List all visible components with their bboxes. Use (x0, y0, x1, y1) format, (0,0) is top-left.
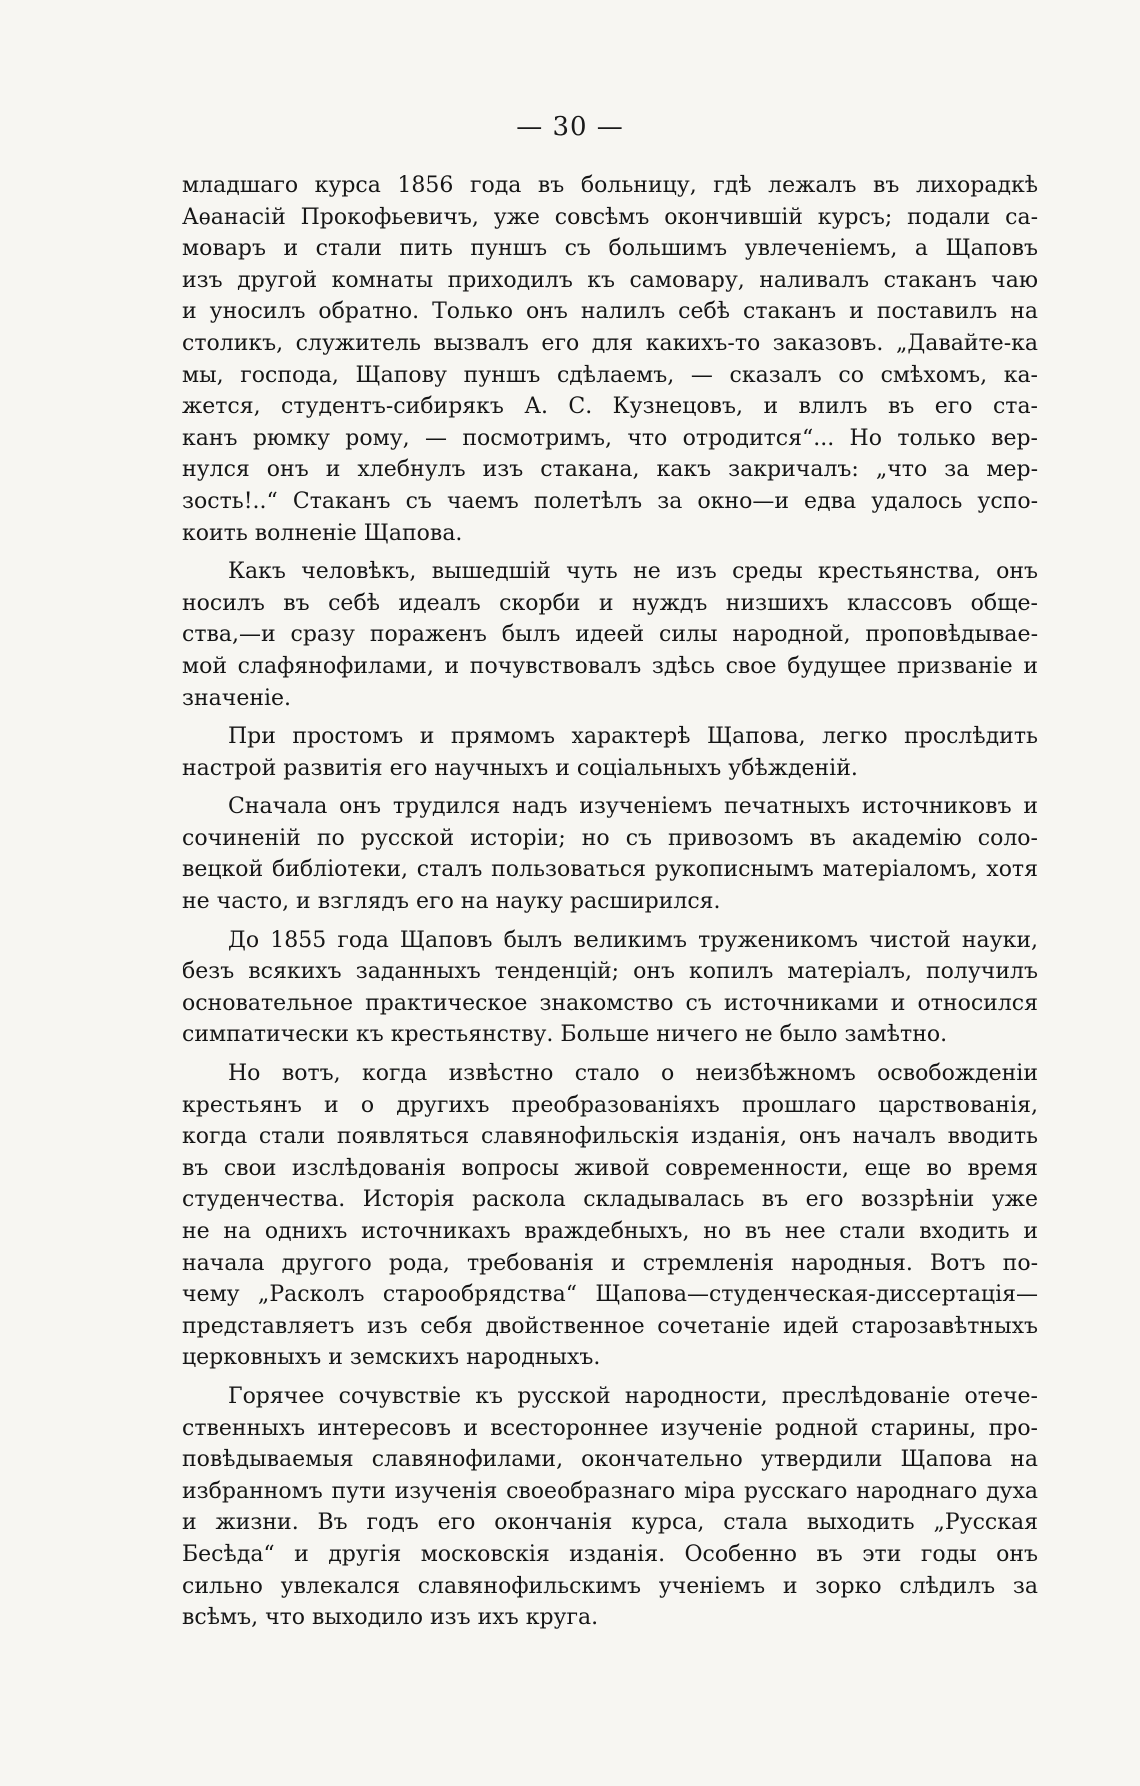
text-line: основательное практическое знакомство съ источниками и относился (182, 990, 1038, 1016)
text-line: когда стали появляться славянофильскія изданія, онъ началъ вводить (182, 1124, 1038, 1150)
text-line: крестьянъ и о другихъ преобразованіяхъ прошлаго царствованія, (182, 1092, 1038, 1118)
page-number: — 30 — (516, 112, 624, 142)
text-line: нулся онъ и хлебнулъ изъ стакана, какъ закричалъ: „что за мер- (182, 457, 1038, 483)
text-line: Бесѣда“ и другія московскія изданія. Особенно въ эти годы онъ (182, 1541, 1038, 1567)
text-line: Аѳанасій Прокофьевичъ, уже совсѣмъ окончившій курсъ; подали са- (182, 204, 1038, 230)
text-line: чему „Расколъ старообрядства“ Щапова—студенческая-диссертація— (182, 1282, 1038, 1308)
text-line: столикъ, служитель вызвалъ его для какихъ-то заказовъ. „Давайте-ка (182, 330, 1038, 356)
paragraph (182, 1381, 1038, 1634)
paragraph (182, 791, 1038, 917)
text-line: носилъ въ себѣ идеалъ скорби и нуждъ низшихъ классовъ обще- (182, 590, 1038, 616)
text-line: ства,—и сразу пораженъ былъ идеей силы народной, проповѣдывае- (182, 622, 1038, 648)
paragraph (182, 556, 1038, 714)
text-line: моваръ и стали пить пуншъ съ большимъ увлеченіемъ, а Щаповъ (182, 236, 1038, 262)
paragraph (182, 721, 1038, 784)
text-line: мой слафянофилами, и почувствовалъ здѣсь свое будущее призваніе и (182, 653, 1038, 679)
text-line: симпатически къ крестьянству. Больше ничего не было замѣтно. (182, 1022, 948, 1048)
text-line: избранномъ пути изученія своеобразнаго міра русскаго народнаго духа (182, 1478, 1038, 1504)
text-line: значеніе. (182, 685, 292, 711)
text-line: не часто, и взглядъ его на науку расширился. (182, 889, 721, 915)
page-text (182, 170, 1038, 1641)
text-line: настрой развитія его научныхъ и соціальныхъ убѣжденій. (182, 755, 858, 781)
text-line: не на однихъ источникахъ враждебныхъ, но въ нее стали входить и (182, 1219, 1038, 1244)
text-line: мы, господа, Щапову пуншъ сдѣлаемъ, — сказалъ со смѣхомъ, ка- (182, 362, 1038, 388)
text-line: изъ другой комнаты приходилъ къ самовару, наливалъ стаканъ чаю (182, 267, 1038, 293)
text-line: сильно увлекался славянофильскимъ ученіемъ и зорко слѣдилъ за (182, 1573, 1038, 1599)
text-line: младшаго курса 1856 года въ больницу, гдѣ лежалъ въ лихорадкѣ (182, 173, 1038, 198)
text-line: и уносилъ обратно. Только онъ налилъ себѣ стаканъ и поставилъ на (182, 299, 1038, 325)
paragraph (182, 1058, 1038, 1374)
text-line: При простомъ и прямомъ характерѣ Щапова, легко прослѣдить (228, 724, 1038, 750)
text-line: сочиненій по русской исторіи; но съ привозомъ въ академію соло- (182, 825, 1038, 851)
text-line: коить волненіе Щапова. (182, 520, 463, 546)
text-line: зость!..“ Стаканъ съ чаемъ полетѣлъ за окно—и едва удалось успо- (182, 488, 1038, 514)
text-line: вецкой библіотеки, сталъ пользоваться рукописнымъ матеріаломъ, хотя (182, 857, 1038, 883)
text-line: и жизни. Въ годъ его окончанія курса, стала выходить „Русская (182, 1510, 1038, 1536)
paragraph (182, 925, 1038, 1051)
text-line: До 1855 года Щаповъ былъ великимъ труженикомъ чистой науки, (228, 927, 1038, 953)
text-line: безъ всякихъ заданныхъ тенденцій; онъ копилъ матеріалъ, получилъ (182, 959, 1038, 985)
text-line: Какъ человѣкъ, вышедшій чуть не изъ среды крестьянства, онъ (228, 559, 1038, 585)
text-line: церковныхъ и земскихъ народныхъ. (182, 1345, 601, 1371)
text-line: начала другого рода, требованія и стремленія народныя. Вотъ по- (182, 1250, 1038, 1276)
text-line: въ свои изслѣдованія вопросы живой современности, еще во время (182, 1155, 1038, 1181)
text-line: представляетъ изъ себя двойственное сочетаніе идей старозавѣтныхъ (182, 1313, 1038, 1339)
text-line: Сначала онъ трудился надъ изученіемъ печатныхъ источниковъ и (228, 794, 1038, 820)
paragraph (182, 170, 1038, 549)
text-line: Горячее сочувствіе къ русской народности, преслѣдованіе отече- (228, 1383, 1038, 1409)
text-line: жется, студентъ-сибирякъ А. С. Кузнецовъ, и влилъ въ его ста- (182, 394, 1038, 420)
text-line: ственныхъ интересовъ и всестороннее изученіе родной старины, про- (182, 1415, 1038, 1441)
text-line: студенчества. Исторія раскола складывалась въ его воззрѣніи уже (182, 1187, 1038, 1213)
text-line: канъ рюмку рому, — посмотримъ, что отродится“... Но только вер- (182, 425, 1038, 451)
text-line: всѣмъ, что выходило изъ ихъ круга. (182, 1605, 599, 1631)
text-line: Но вотъ, когда извѣстно стало о неизбѣжномъ освобожденіи (228, 1061, 1038, 1087)
text-line: повѣдываемыя славянофилами, окончательно утвердили Щапова на (182, 1447, 1038, 1473)
